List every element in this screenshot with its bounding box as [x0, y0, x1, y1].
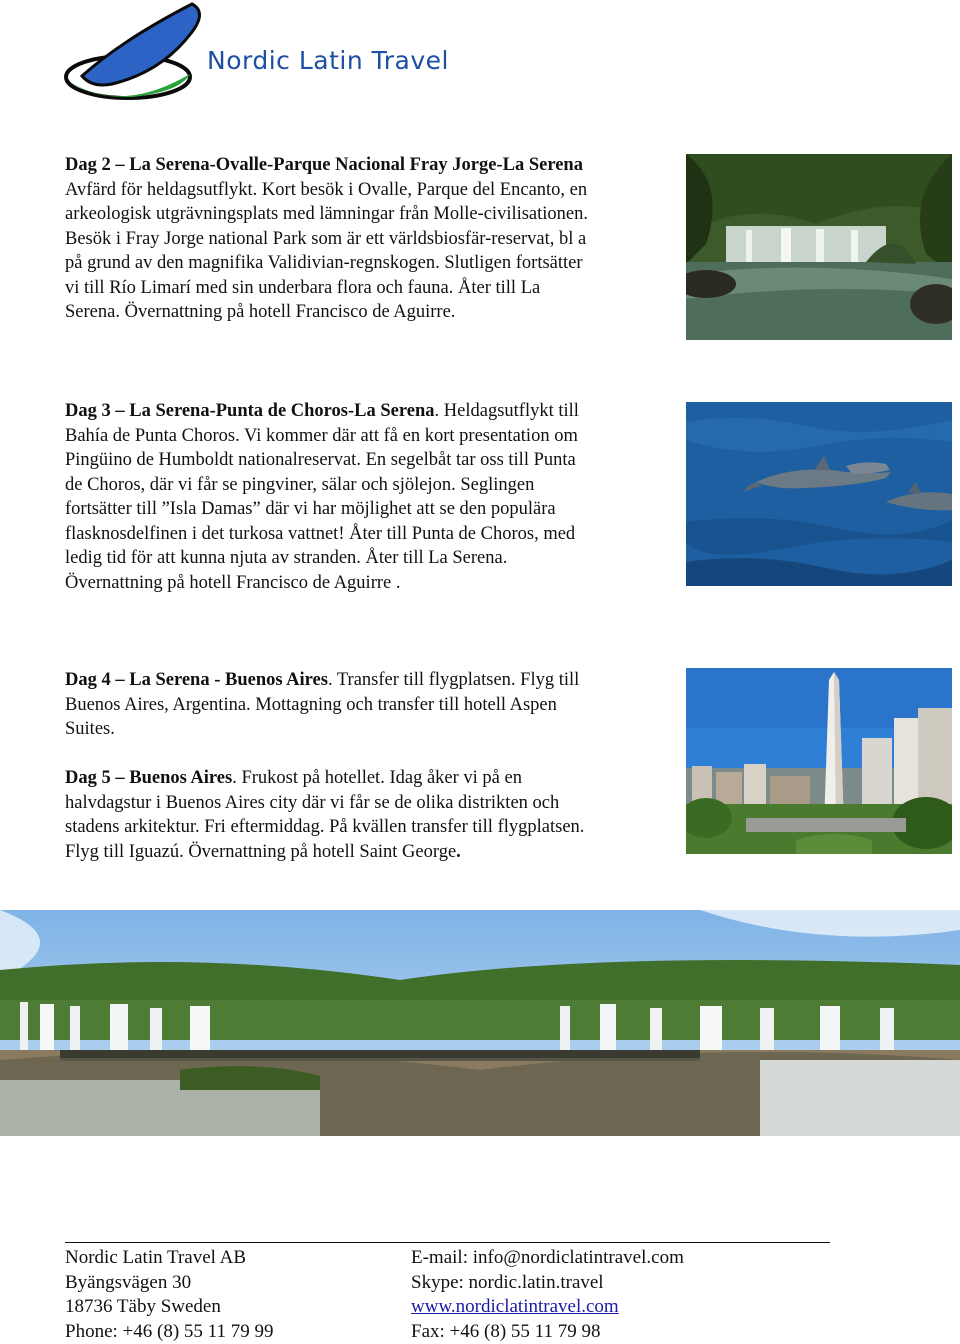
footer-divider — [65, 1242, 830, 1243]
day2-line: på grund av den magnifika Validivian-regnskogen. Slutligen fortsätter — [65, 253, 583, 273]
day2-heading: Dag 2 – La Serena-Ovalle-Parque Nacional Fray Jorge-La Serena — [65, 155, 583, 175]
skype-contact: Skype: nordic.latin.travel — [411, 1271, 604, 1293]
day4-line: Buenos Aires, Argentina. Mottagning och transfer till hotell Aspen — [65, 694, 557, 715]
day2-line: Avfärd för heldagsutflykt. Kort besök i Ovalle, Parque del Encanto, en — [65, 179, 588, 200]
footer-left — [65, 1246, 273, 1344]
day3-first-line — [65, 399, 675, 424]
day3-line: fortsätter till ”Isla Damas” där vi har möjlighet att se den populära — [65, 499, 556, 519]
day5-paragraph — [65, 766, 675, 864]
logo-icon — [62, 2, 212, 107]
day2-line: arkeologisk utgrävningsplats med lämningar från Molle-civilisationen. — [65, 204, 589, 224]
day5-line: halvdagstur i Buenos Aires city där vi får se de olika distrikten och — [65, 792, 560, 813]
day5-last-line-text: Flyg till Iguazú. Övernattning på hotell Saint George — [65, 841, 457, 862]
day5-last-dot: . — [456, 841, 461, 862]
day2-paragraph — [65, 153, 675, 325]
fax-number: Fax: +46 (8) 55 11 79 98 — [411, 1320, 601, 1342]
day2-line: Besök i Fray Jorge national Park som är ett världsbiosfär-reservat, bl a — [65, 228, 587, 249]
logo — [62, 2, 482, 107]
day5-line: stadens arkitektur. Fri eftermiddag. På kvällen transfer till flygplatsen. — [65, 817, 585, 837]
postal-address: 18736 Täby Sweden — [65, 1296, 221, 1317]
day3-line: Övernattning på hotell Francisco de Aguirre . — [65, 572, 401, 593]
day4-line: Suites. — [65, 719, 115, 739]
day3-line: flasknosdelfinen i det turkosa vattnet! Åter till Punta de Choros, med — [65, 523, 576, 544]
dolphins-photo — [686, 402, 952, 586]
day3-line1-rest: . Heldagsutflykt till — [434, 401, 579, 421]
day3-line: ledig tid för att kunna njuta av stranden. Åter till La Serena. — [65, 548, 508, 568]
day3-line: Pingüino de Humboldt nationalreservat. En segelbåt tar oss till Punta — [65, 450, 576, 470]
obelisk-photo — [686, 668, 952, 854]
iguazu-panorama-photo — [0, 910, 960, 1136]
day5-line1-rest: . Frukost på hotellet. Idag åker vi på en — [232, 768, 522, 788]
day3-paragraph — [65, 399, 675, 595]
logo-text: Nordic Latin Travel — [207, 46, 449, 75]
day3-line: Bahía de Punta Choros. Vi kommer där att få en kort presentation om — [65, 425, 578, 446]
day5-last-line — [65, 840, 675, 865]
company-name: Nordic Latin Travel AB — [65, 1247, 247, 1268]
footer-right — [411, 1246, 684, 1344]
day4-paragraph — [65, 668, 675, 742]
day3-line: de Choros, där vi får se pingviner, sälar och sjölejon. Seglingen — [65, 474, 535, 495]
day4-first-line — [65, 668, 675, 693]
day3-heading: Dag 3 – La Serena-Punta de Choros-La Serena — [65, 401, 435, 421]
street-address: Byängsvägen 30 — [65, 1271, 192, 1293]
day4-line1-rest: . Transfer till flygplatsen. Flyg till — [327, 670, 580, 690]
waterfall-photo — [686, 154, 952, 340]
email-contact: E-mail: info@nordiclatintravel.com — [411, 1247, 684, 1268]
phone-number: Phone: +46 (8) 55 11 79 99 — [65, 1320, 274, 1342]
day2-line: Serena. Övernattning på hotell Francisco de Aguirre. — [65, 302, 456, 322]
day2-line: vi till Río Limarí med sin underbara flora och fauna. Åter till La — [65, 277, 541, 298]
day5-heading: Dag 5 – Buenos Aires — [65, 768, 233, 788]
website-link[interactable]: www.nordiclatintravel.com — [411, 1296, 619, 1317]
day5-first-line — [65, 766, 675, 791]
day4-heading: Dag 4 – La Serena - Buenos Aires — [65, 670, 328, 690]
